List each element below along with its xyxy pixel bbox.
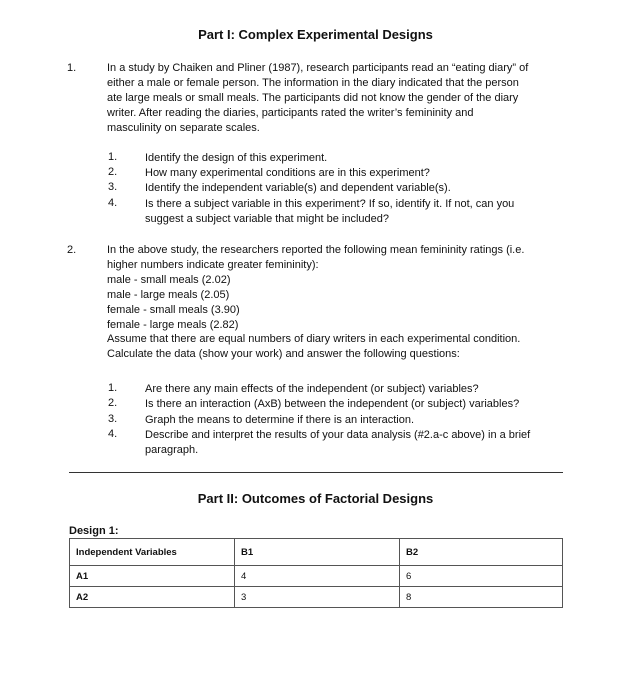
q2-sub-text: Graph the means to determine if there is an interaction. bbox=[145, 414, 415, 426]
q1-paragraph bbox=[107, 61, 559, 136]
q1-sub-number: 1. bbox=[108, 151, 118, 163]
q1-number: 1. bbox=[67, 62, 77, 74]
q2-sub-text: Is there an interaction (AxB) between the independent (or subject) variables? bbox=[145, 398, 520, 410]
table-header-row bbox=[70, 539, 563, 566]
q2-paragraph bbox=[107, 243, 559, 362]
q2-sub-text: Are there any main effects of the independent (or subject) variables? bbox=[145, 383, 479, 395]
table-header-cell: B1 bbox=[235, 539, 400, 566]
table-cell: 6 bbox=[400, 566, 563, 587]
q2-line: male - small meals (2.02) bbox=[107, 273, 231, 286]
q2-line: In the above study, the researchers reported the following mean femininity ratings (i.e. bbox=[107, 244, 525, 256]
table-row bbox=[70, 587, 563, 608]
section-divider bbox=[69, 472, 563, 473]
q1-line: ate large meals or small meals. The participants did not know the gender of the diary bbox=[107, 91, 519, 104]
q1-sub-number: 2. bbox=[108, 166, 118, 178]
q1-sub-text bbox=[145, 197, 555, 226]
design-label: Design 1: bbox=[69, 525, 119, 537]
design-table bbox=[69, 538, 563, 608]
q1-line: writer. After reading the diaries, participants rated the writer’s femininity and bbox=[107, 106, 474, 119]
q1-line: In a study by Chaiken and Pliner (1987), research participants read an “eating diary” of bbox=[107, 62, 529, 74]
q2-line: Assume that there are equal numbers of diary writers in each experimental condition. bbox=[107, 333, 521, 346]
q1-sub-number: 4. bbox=[108, 197, 118, 209]
table-cell: A2 bbox=[70, 587, 235, 608]
table-header-cell: B2 bbox=[400, 539, 563, 566]
q2-line: male - large meals (2.05) bbox=[107, 288, 230, 301]
q2-sub-number: 4. bbox=[108, 428, 118, 440]
q2-line: female - small meals (3.90) bbox=[107, 303, 240, 316]
q1-sub-text: How many experimental conditions are in this experiment? bbox=[145, 167, 430, 179]
q2-sub-line: paragraph. bbox=[145, 443, 199, 456]
table-cell: 4 bbox=[235, 566, 400, 587]
q2-sub-text bbox=[145, 428, 555, 457]
q1-line: masculinity on separate scales. bbox=[107, 121, 260, 134]
q1-line: either a male or female person. The information in the diary indicated that the person bbox=[107, 76, 519, 89]
q1-sub-text: Identify the independent variable(s) and dependent variable(s). bbox=[145, 182, 451, 194]
q2-sub-line: Describe and interpret the results of your data analysis (#2.a-c above) in a brief bbox=[145, 429, 531, 441]
table-row bbox=[70, 566, 563, 587]
q2-number: 2. bbox=[67, 244, 77, 256]
q2-sub-number: 3. bbox=[108, 413, 118, 425]
table-header-cell: Independent Variables bbox=[70, 539, 235, 566]
q1-sub-line: suggest a subject variable that might be included? bbox=[145, 212, 389, 225]
q2-sub-number: 1. bbox=[108, 382, 118, 394]
q2-line: Calculate the data (show your work) and answer the following questions: bbox=[107, 348, 460, 361]
q2-line: female - large meals (2.82) bbox=[107, 318, 239, 331]
q1-sub-line: Is there a subject variable in this experiment? If so, identify it. If not, can you bbox=[145, 198, 515, 210]
table-cell: A1 bbox=[70, 566, 235, 587]
q1-sub-number: 3. bbox=[108, 181, 118, 193]
part1-title: Part I: Complex Experimental Designs bbox=[198, 27, 433, 42]
q2-sub-number: 2. bbox=[108, 397, 118, 409]
table-cell: 3 bbox=[235, 587, 400, 608]
q1-sub-text: Identify the design of this experiment. bbox=[145, 152, 328, 164]
table-cell: 8 bbox=[400, 587, 563, 608]
q2-line: higher numbers indicate greater femininity): bbox=[107, 258, 319, 271]
part2-title: Part II: Outcomes of Factorial Designs bbox=[197, 491, 434, 506]
